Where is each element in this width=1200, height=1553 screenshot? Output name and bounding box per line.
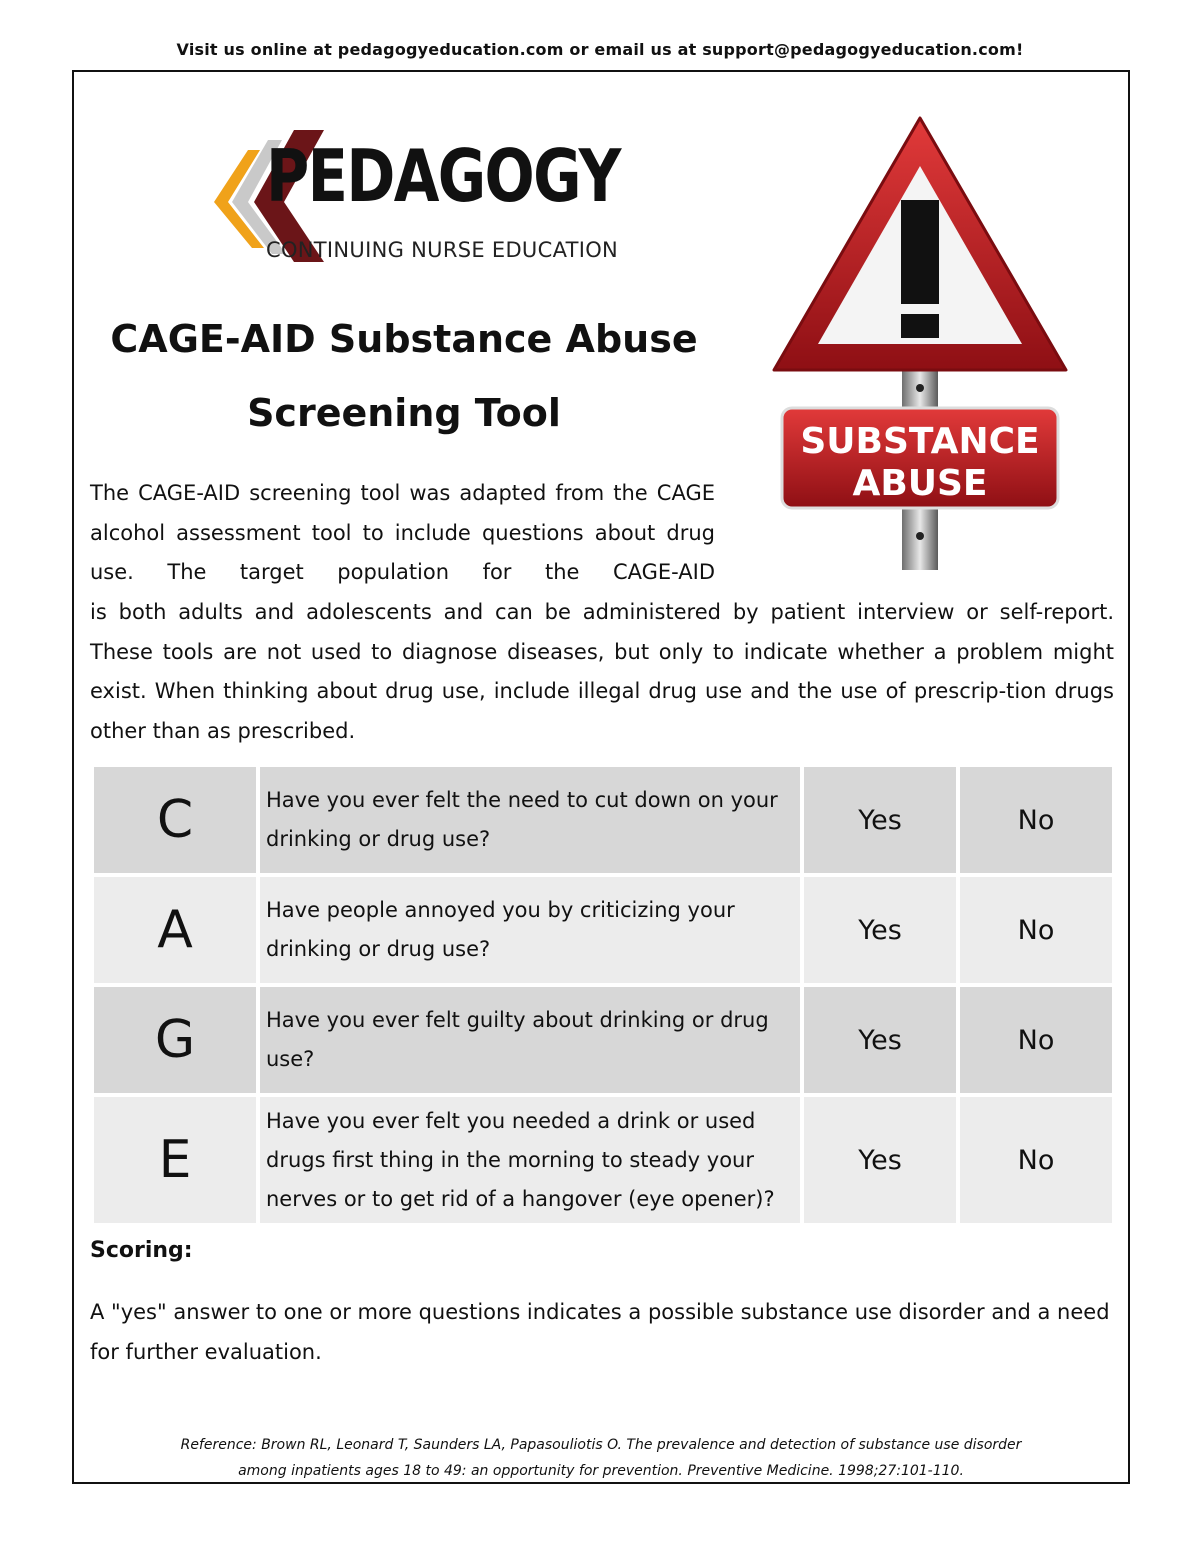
question-text: Have you ever felt guilty about drinking or drug use? bbox=[260, 987, 800, 1093]
yes-option[interactable]: Yes bbox=[804, 767, 956, 873]
scoring-heading: Scoring: bbox=[90, 1238, 193, 1263]
no-option[interactable]: No bbox=[960, 1097, 1112, 1223]
no-option[interactable]: No bbox=[960, 767, 1112, 873]
sign-text-line-1: SUBSTANCE bbox=[800, 421, 1040, 462]
no-option[interactable]: No bbox=[960, 987, 1112, 1093]
reference bbox=[74, 1432, 1128, 1484]
reference-line-2: among inpatients ages 18 to 49: an opportunity for prevention. Preventive Medicine. 1998;27:101-110. bbox=[238, 1463, 964, 1479]
intro-paragraph-part-1: The CAGE-AID screening tool was adapted from the CAGE alcohol assessment tool to include questions about drug use. The target population for the CAGE-AID bbox=[90, 481, 715, 585]
question-text: Have you ever felt you needed a drink or used drugs first thing in the morning to steady your nerves or to get rid of a hangover (eye opener)? bbox=[260, 1097, 800, 1223]
logo-tagline: CONTINUING NURSE EDUCATION bbox=[266, 238, 619, 262]
reference-line-1: Reference: Brown RL, Leonard T, Saunders LA, Papasouliotis O. The prevalence and detection of substance use disorder bbox=[180, 1437, 1022, 1453]
table-row-a bbox=[94, 877, 1112, 983]
cage-questions-table bbox=[90, 763, 1116, 1227]
yes-option[interactable]: Yes bbox=[804, 877, 956, 983]
substance-abuse-sign bbox=[770, 108, 1070, 572]
title-line-1: CAGE-AID Substance Abuse bbox=[110, 317, 698, 361]
question-letter: E bbox=[94, 1097, 256, 1223]
sign-text-line-2: ABUSE bbox=[852, 463, 988, 504]
question-letter: A bbox=[94, 877, 256, 983]
table-row-c bbox=[94, 767, 1112, 873]
question-letter: G bbox=[94, 987, 256, 1093]
page-title bbox=[94, 302, 714, 450]
page-frame bbox=[72, 70, 1130, 1484]
intro-paragraph-part-2: is both adults and adolescents and can be administered by patient interview or self-report. These tools are not used to diagnose diseases, but only to indicate whether a problem might exist. When thinking about drug use, include illegal drug use and the use of prescrip-tion drugs other than as prescribed. bbox=[90, 600, 1114, 743]
title-line-2: Screening Tool bbox=[247, 391, 561, 435]
yes-option[interactable]: Yes bbox=[804, 987, 956, 1093]
question-letter: C bbox=[94, 767, 256, 873]
question-text: Have you ever felt the need to cut down on your drinking or drug use? bbox=[260, 767, 800, 873]
no-option[interactable]: No bbox=[960, 877, 1112, 983]
table-row-g bbox=[94, 987, 1112, 1093]
yes-option[interactable]: Yes bbox=[804, 1097, 956, 1223]
contact-line: Visit us online at pedagogyeducation.com or email us at support@pedagogyeducation.com! bbox=[176, 40, 1024, 59]
scoring-text: A "yes" answer to one or more questions indicates a possible substance use disorder and a need for further evaluation. bbox=[90, 1300, 1110, 1364]
question-text: Have people annoyed you by criticizing your drinking or drug use? bbox=[260, 877, 800, 983]
table-row-e bbox=[94, 1097, 1112, 1223]
exclamation-icon bbox=[901, 200, 939, 304]
logo-wordmark: PEDAGOGY bbox=[266, 134, 620, 218]
